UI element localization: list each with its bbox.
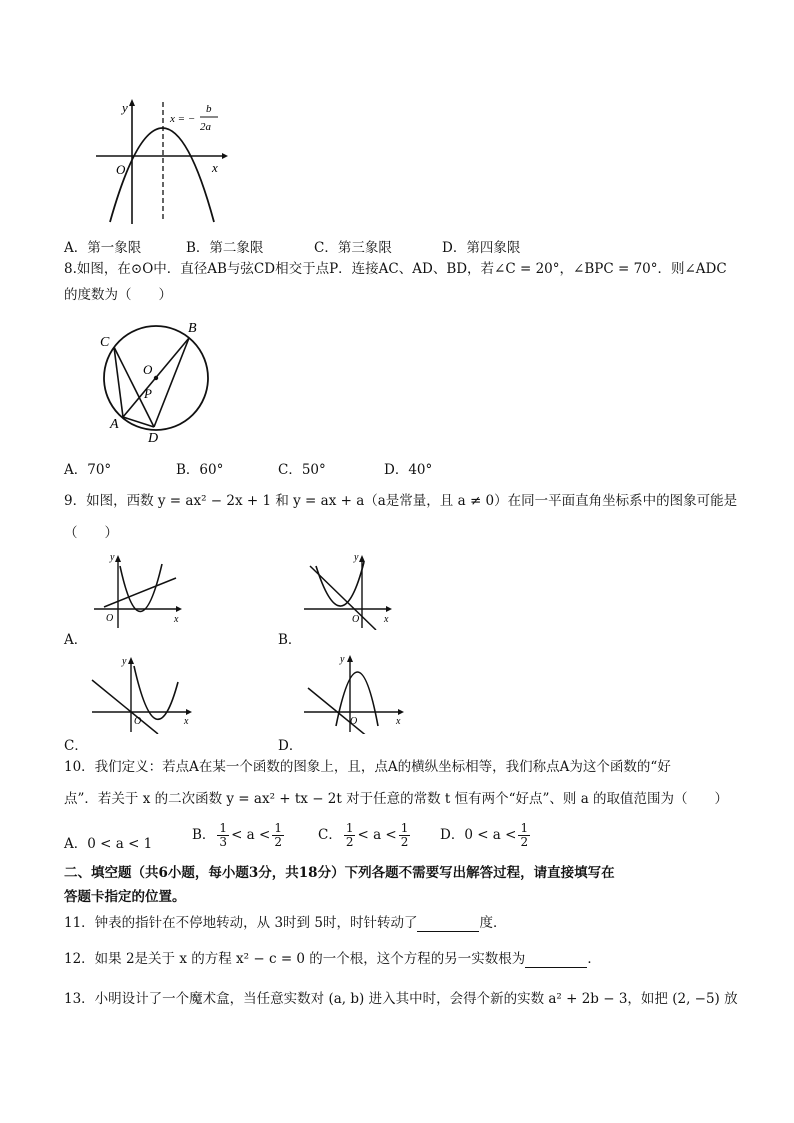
q10-option-b — [192, 822, 286, 849]
x-axis-arrow — [386, 606, 392, 612]
q7-option-a: A．第一象限 — [64, 240, 142, 256]
y-axis-arrow — [359, 555, 365, 562]
origin-label: O — [116, 162, 126, 177]
q8-option-a: A．70° — [64, 462, 112, 478]
q11-text-before: 11．钟表的指针在不停地转动，从 3时到 5时，时针转动了 — [64, 915, 418, 931]
q10-question-line2: 点”．若关于 x 的二次函数 y = ax² + tx − 2t 对于任意的常数 t 恒有两个“好点”、则 a 的取值范围为（ ） — [64, 791, 729, 807]
q12-text-before: 12．如果 2是关于 x 的方程 x² − c = 0 的一个根，这个方程的另一实数根为 — [64, 951, 526, 967]
option-prefix: C． — [318, 827, 342, 843]
axis-eq-lhs: x = − — [170, 113, 196, 125]
option-prefix: D．0 < a < — [440, 827, 517, 843]
y-axis-arrow — [129, 99, 135, 106]
parabola-curve — [316, 562, 364, 606]
q9-graph-a — [88, 550, 188, 630]
origin-label: O — [352, 614, 360, 625]
segment-bd — [154, 338, 189, 427]
label-p: P — [144, 386, 152, 401]
x-label: x — [384, 614, 389, 625]
q10-option-d — [440, 822, 532, 849]
numerator: 1 — [345, 821, 354, 835]
y-axis-arrow — [115, 555, 121, 562]
straight-line — [104, 578, 176, 607]
q12-question — [64, 950, 601, 968]
q11-answer-blank[interactable] — [417, 917, 479, 932]
denominator: 2 — [274, 835, 282, 849]
fraction-upper — [518, 822, 530, 849]
y-label: y — [354, 552, 359, 563]
denominator: 2 — [400, 835, 409, 849]
y-axis-arrow — [128, 657, 134, 664]
x-axis-arrow — [176, 606, 182, 612]
fraction-lower — [217, 822, 229, 849]
inequality: < a < — [357, 827, 397, 843]
label-b: B — [188, 321, 197, 336]
fraction-lower — [344, 822, 356, 849]
label-c: C — [100, 335, 110, 350]
y-label: y — [122, 656, 127, 667]
q9-graph-d — [300, 650, 410, 734]
q9-option-c-label: C． — [64, 738, 88, 754]
q7-option-d: D．第四象限 — [442, 240, 521, 256]
x-label: x — [174, 614, 179, 625]
x-label: x — [212, 160, 218, 175]
x-axis-arrow — [222, 153, 228, 159]
y-label: y — [122, 100, 128, 115]
x-axis-arrow — [186, 709, 192, 715]
numerator: 1 — [520, 821, 529, 835]
section2-heading-line1: 二、填空题（共6小题，每小题3分，共18分）下列各题不需要写出解答过程，请直接填写在 — [64, 865, 615, 881]
axis-eq-num: b — [206, 103, 212, 115]
parabola-curve — [110, 128, 214, 222]
q8-option-b: B．60° — [176, 462, 224, 478]
q9-option-d-label: D． — [278, 738, 303, 754]
q8-option-c: C．50° — [278, 462, 326, 478]
denominator: 2 — [520, 835, 529, 849]
q10-option-c — [318, 822, 412, 849]
straight-line — [310, 566, 376, 630]
q7-option-c: C．第三象限 — [314, 240, 392, 256]
straight-line — [92, 680, 158, 734]
label-a: A — [110, 417, 119, 432]
y-label: y — [340, 654, 345, 665]
inequality: < a < — [231, 827, 271, 843]
q8-question-line2: 的度数为（ ） — [64, 287, 172, 303]
option-prefix: B． — [192, 827, 216, 843]
x-label: x — [396, 716, 401, 727]
q9-graph-b — [298, 550, 398, 630]
q12-text-after: ． — [587, 951, 601, 967]
q9-option-a-label: A． — [64, 632, 88, 648]
x-axis-arrow — [398, 709, 404, 715]
q8-question-line1: 8.如图，在⊙O中．直径AB与弦CD相交于点P．连接AC、AD、BD，若∠C = 20°，∠BPC = 70°．则∠ADC — [64, 261, 727, 277]
q13-question: 13．小明设计了一个魔术盒，当任意实数对 (a, b) 进入其中时，会得个新的实数 a² + 2b − 3，如把 (2, −5) 放 — [64, 991, 738, 1007]
q11-text-after: 度． — [479, 915, 507, 931]
numerator: 1 — [400, 821, 409, 835]
denominator: 3 — [219, 835, 228, 849]
q7-parabola-graph — [90, 96, 240, 226]
origin-label: O — [350, 716, 358, 727]
q8-option-d: D．40° — [384, 462, 433, 478]
numerator: 1 — [274, 821, 282, 835]
q7-option-b: B．第二象限 — [186, 240, 264, 256]
q11-question — [64, 914, 506, 932]
y-label: y — [110, 552, 115, 563]
origin-label: O — [134, 716, 142, 727]
fraction-upper — [272, 822, 284, 849]
q9-question-line1: 9．如图，西数 y = ax² − 2x + 1 和 y = ax + a（a是常量，且 a ≠ 0）在同一平面直角坐标系中的图象可能是 — [64, 493, 738, 509]
x-label: x — [184, 716, 189, 727]
q12-answer-blank[interactable] — [525, 953, 587, 968]
q9-question-line2: （ ） — [64, 525, 118, 541]
q10-question-line1: 10．我们定义：若点A在某一个函数的图象上，且，点A的横纵坐标相等，我们称点A为这个函数的“好 — [64, 759, 671, 775]
label-d: D — [148, 431, 159, 446]
origin-label: O — [106, 613, 114, 624]
axis-eq-den: 2a — [200, 121, 211, 133]
y-axis-arrow — [347, 655, 353, 662]
numerator: 1 — [219, 821, 228, 835]
label-o: O — [143, 362, 153, 377]
fraction-upper — [399, 822, 411, 849]
center-dot — [154, 376, 158, 380]
denominator: 2 — [345, 835, 354, 849]
q9-graph-c — [88, 652, 198, 734]
parabola-curve — [120, 564, 162, 612]
section2-heading-line2: 答题卡指定的位置。 — [64, 889, 186, 905]
q8-circle-figure — [96, 316, 226, 446]
q9-option-b-label: B． — [278, 632, 302, 648]
straight-line — [308, 688, 374, 734]
q10-option-a: A．0 < a < 1 — [64, 836, 153, 852]
